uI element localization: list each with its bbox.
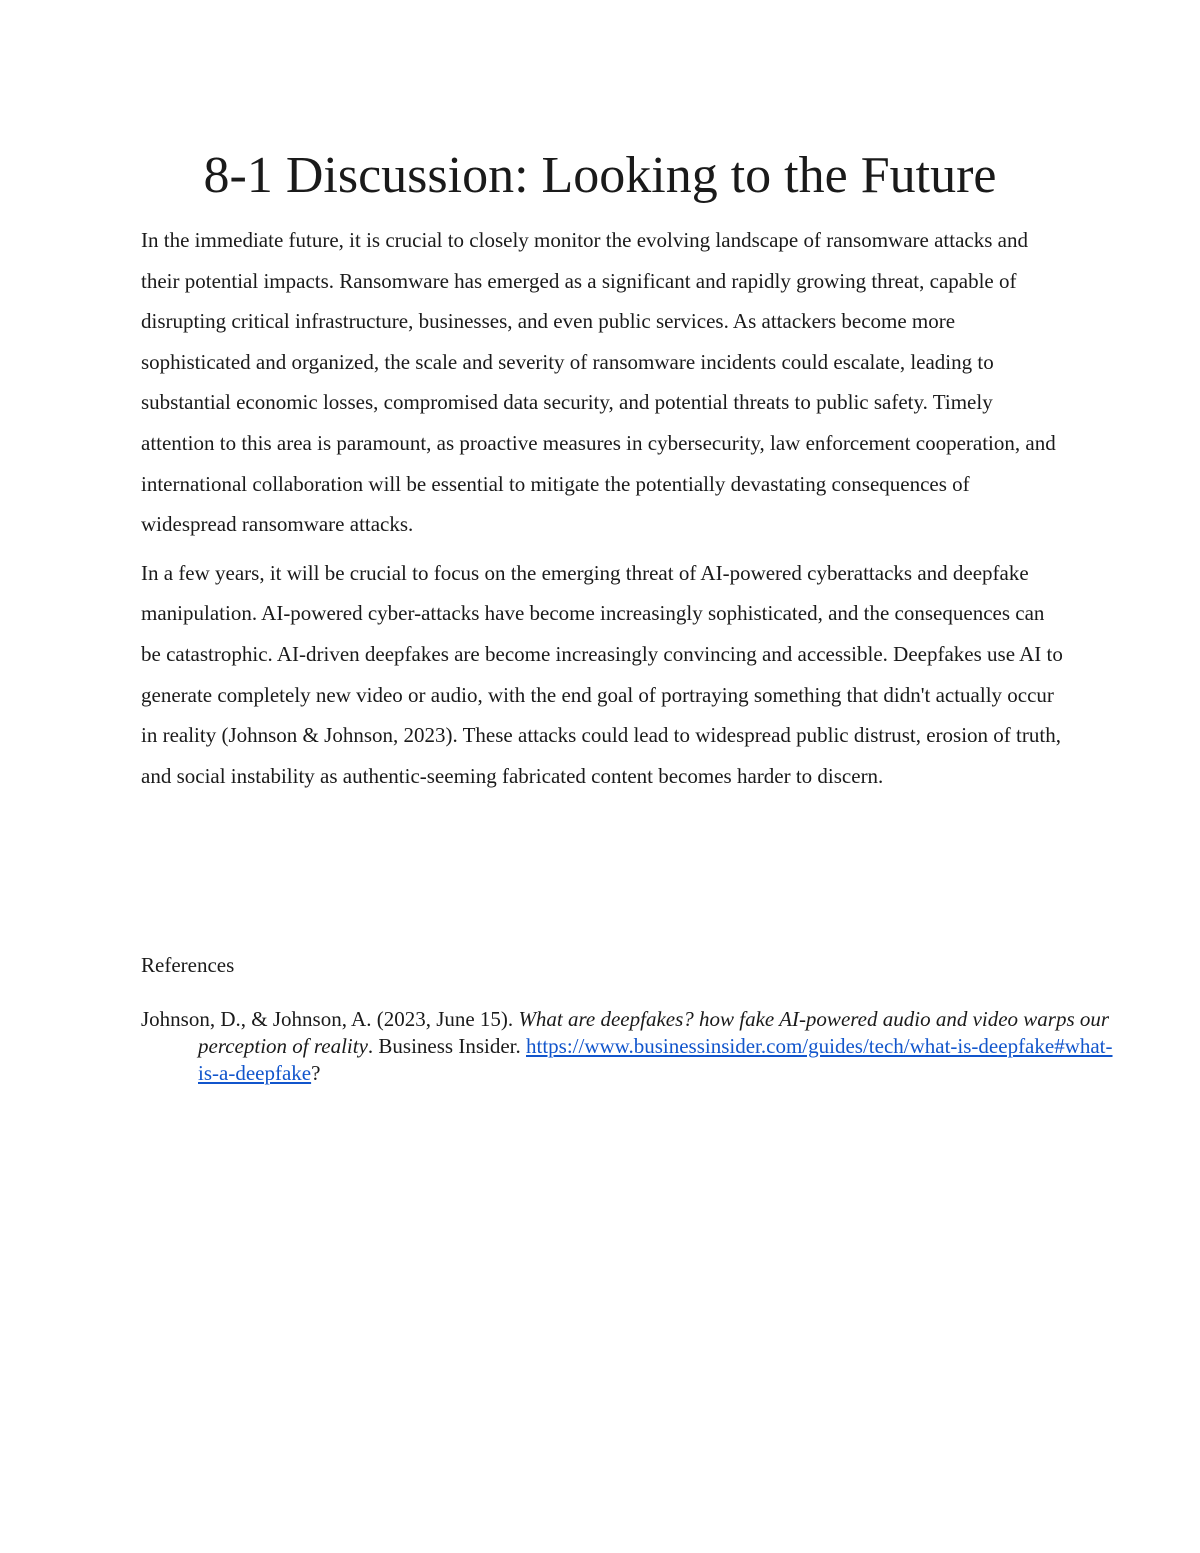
reference-trailing: ? xyxy=(311,1061,321,1085)
reference-entry xyxy=(141,1006,1123,1087)
reference-authors-date: Johnson, D., & Johnson, A. (2023, June 15). xyxy=(141,1007,519,1031)
reference-url-link[interactable]: https://www.businessinsider.com/guides/tech/what-is-deepfake#what-is-a-deepfake xyxy=(198,1034,1113,1085)
document-body xyxy=(141,220,1066,804)
page-title: 8-1 Discussion: Looking to the Future xyxy=(203,147,997,204)
reference-publisher: . Business Insider. xyxy=(367,1034,526,1058)
body-paragraph-1: In the immediate future, it is crucial to closely monitor the evolving landscape of ransomware attacks and their potential impacts. Ransomware has emerged as a significant and rapidly growing threat, capable of disrupting critical infrastructure, businesses, and even public services. As attackers become more sophisticated and organized, the scale and severity of ransomware incidents could escalate, leading to substantial economic losses, compromised data security, and potential threats to public safety. Timely attention to this area is paramount, as proactive measures in cybersecurity, law enforcement cooperation, and international collaboration will be essential to mitigate the potentially devastating consequences of widespread ransomware attacks. xyxy=(141,228,1056,537)
reference-title: What are deepfakes? how fake AI-powered audio and video warps our perception of reality xyxy=(198,1007,1110,1058)
references-heading: References xyxy=(141,953,235,977)
body-paragraph-2: In a few years, it will be crucial to focus on the emerging threat of AI-powered cyberattacks and deepfake manipulation. AI-powered cyber-attacks have become increasingly sophisticated, and the consequences can be catastrophic. AI-driven deepfakes are become increasingly convincing and accessible. Deepfakes use AI to generate completely new video or audio, with the end goal of portraying something that didn't actually occur in reality (Johnson & Johnson, 2023). These attacks could lead to widespread public distrust, erosion of truth, and social instability as authentic-seeming fabricated content becomes harder to discern. xyxy=(141,560,1063,788)
